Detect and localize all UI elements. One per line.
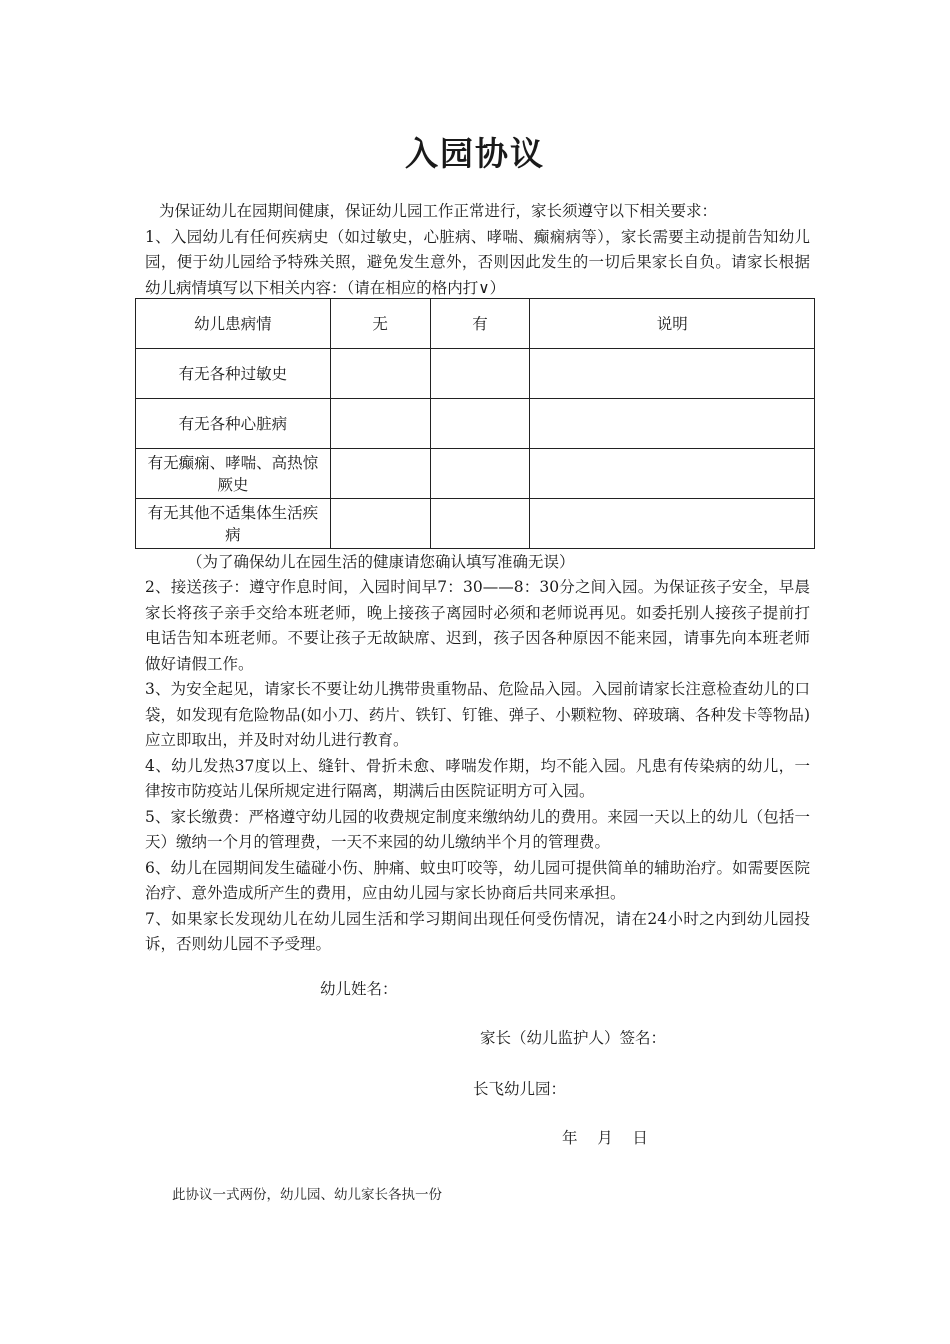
none-check-cell[interactable] (330, 499, 430, 549)
footer-note: 此协议一式两份，幼儿园、幼儿家长各执一份 (172, 1187, 442, 1203)
none-check-cell[interactable] (330, 399, 430, 449)
notes-cell[interactable] (530, 449, 815, 499)
has-check-cell[interactable] (430, 499, 530, 549)
health-table (135, 298, 815, 549)
header-has: 有 (430, 299, 530, 349)
document-title: 入园协议 (405, 134, 545, 173)
has-check-cell[interactable] (430, 349, 530, 399)
none-check-cell[interactable] (330, 449, 430, 499)
row-label: 有无其他不适集体生活疾病 (136, 499, 331, 549)
intro-block (145, 199, 810, 301)
row-label: 有无各种心脏病 (136, 399, 331, 449)
header-none: 无 (330, 299, 430, 349)
clause-7: 7、如果家长发现幼儿在幼儿园生活和学习期间出现任何受伤情况，请在24小时之内到幼儿园投诉，否则幼儿园不予受理。 (145, 909, 810, 953)
table-note: （为了确保幼儿在园生活的健康请您确认填写准确无误） (187, 553, 575, 571)
guardian-signature-label: 家长（幼儿监护人）签名： (480, 1029, 667, 1047)
clause-4: 4、幼儿发热37度以上、缝针、骨折未愈、哮喘发作期，均不能入园。凡患有传染病的幼儿，一律按市防疫站儿保所规定进行隔离，期满后由医院证明方可入园。 (145, 756, 810, 800)
clause-6: 6、幼儿在园期间发生磕碰小伤、肿痛、蚊虫叮咬等，幼儿园可提供简单的辅助治疗。如需要医院治疗、意外造成所产生的费用，应由幼儿园与家长协商后共同来承担。 (145, 858, 810, 902)
clause-3: 3、为安全起见，请家长不要让幼儿携带贵重物品、危险品入园。入园前请家长注意检查幼儿的口袋，如发现有危险物品(如小刀、药片、铁钉、钉锥、弹子、小颗粒物、碎玻璃、各种发卡等物品)应立即取出，并及时对幼儿进行教育。 (145, 680, 810, 749)
table-header-row (136, 299, 815, 349)
table-row (136, 449, 815, 499)
header-notes: 说明 (530, 299, 815, 349)
has-check-cell[interactable] (430, 399, 530, 449)
row-label: 有无各种过敏史 (136, 349, 331, 399)
child-name-label: 幼儿姓名： (320, 980, 398, 998)
intro-paragraph: 为保证幼儿在园期间健康，保证幼儿园工作正常进行，家长须遵守以下相关要求： (159, 202, 718, 220)
table-row (136, 499, 815, 549)
notes-cell[interactable] (530, 399, 815, 449)
row-label: 有无癫痫、哮喘、高热惊厥史 (136, 449, 331, 499)
clause-2: 2、接送孩子：遵守作息时间，入园时间早7：30——8：30分之间入园。为保证孩子安全，早晨家长将孩子亲手交给本班老师，晚上接孩子离园时必须和老师说再见。如委托别人接孩子提前打电话告知本班老师。不要让孩子无故缺席、迟到，孩子因各种原因不能来园，请事先向本班老师做好请假工作。 (145, 578, 810, 673)
header-condition: 幼儿患病情 (136, 299, 331, 349)
notes-cell[interactable] (530, 349, 815, 399)
clause-5: 5、家长缴费：严格遵守幼儿园的收费规定制度来缴纳幼儿的费用。来园一天以上的幼儿（包括一天）缴纳一个月的管理费，一天不来园的幼儿缴纳半个月的管理费。 (145, 807, 810, 851)
none-check-cell[interactable] (330, 349, 430, 399)
clauses-block (145, 575, 810, 958)
notes-cell[interactable] (530, 499, 815, 549)
date-line: 年 月 日 (562, 1129, 648, 1147)
table-row (136, 399, 815, 449)
has-check-cell[interactable] (430, 449, 530, 499)
table-row (136, 349, 815, 399)
clause-1: 1、入园幼儿有任何疾病史（如过敏史，心脏病、哮喘、癫痫病等），家长需要主动提前告知幼儿园，便于幼儿园给予特殊关照，避免发生意外，否则因此发生的一切后果家长自负。请家长根据幼儿病情填写以下相关内容：（请在相应的格内打∨） (145, 227, 810, 297)
kindergarten-label: 长飞幼儿园： (473, 1080, 567, 1098)
